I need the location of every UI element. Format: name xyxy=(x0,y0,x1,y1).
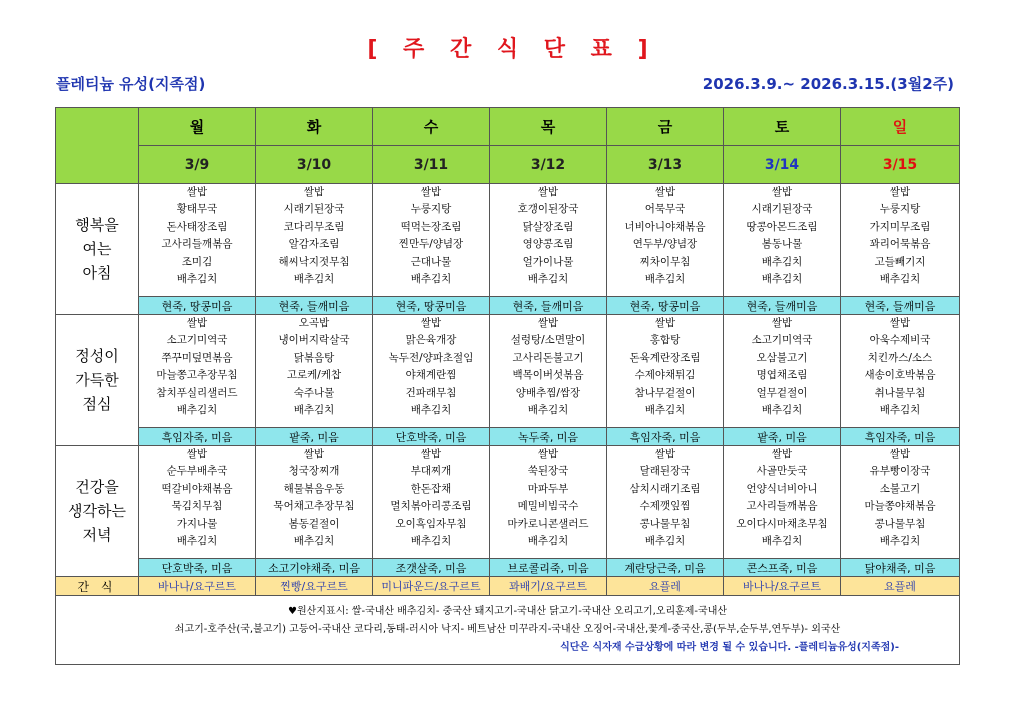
menu-item: 떡먹는장조림 xyxy=(400,220,462,233)
porridge-item: 현죽, 땅콩미음 xyxy=(607,297,724,315)
menu-item: 고사리들깨볶음 xyxy=(746,500,818,513)
day-menu-cell xyxy=(490,446,607,559)
menu-item: 고사리들깨볶음 xyxy=(161,238,233,251)
day-menu-cell xyxy=(841,315,960,428)
menu-item: 양배추찜/쌈장 xyxy=(515,386,581,399)
menu-item: 마늘쫑야채볶음 xyxy=(864,500,936,513)
day-header: 수 xyxy=(373,108,490,146)
menu-item: 냉이버지락살국 xyxy=(278,334,350,347)
menu-item: 유부빵이장국 xyxy=(869,465,931,478)
menu-item: 야채계란찜 xyxy=(405,369,457,382)
menu-item: 찐만두/양념장 xyxy=(398,238,464,251)
menu-item: 마파두부 xyxy=(527,482,569,495)
meal-label-line: 생각하는 xyxy=(68,502,126,520)
menu-item: 배추김치 xyxy=(176,273,218,286)
menu-item: 배추김치 xyxy=(293,404,335,417)
menu-item: 해씨낙지젓무침 xyxy=(278,255,350,268)
menu-item: 마늘쫑고추장무침 xyxy=(156,369,238,382)
menu-item: 쌀밥 xyxy=(537,317,559,329)
menu-item: 배추김치 xyxy=(410,273,452,286)
footer-notes xyxy=(56,596,960,665)
menu-item: 배추김치 xyxy=(879,535,921,548)
date-header: 3/9 xyxy=(139,146,256,184)
porridge-item: 팥죽, 미음 xyxy=(724,428,841,446)
porridge-item: 조갯살죽, 미음 xyxy=(373,559,490,577)
day-menu-cell xyxy=(139,446,256,559)
day-header: 화 xyxy=(256,108,373,146)
menu-item: 봄동나물 xyxy=(761,238,803,251)
menu-item: 한돈잡채 xyxy=(410,482,452,495)
menu-item: 오곡밥 xyxy=(298,317,330,329)
menu-item: 마카로니콘샐러드 xyxy=(507,517,589,530)
porridge-item: 현죽, 땅콩미음 xyxy=(139,297,256,315)
menu-item: 알감자조림 xyxy=(288,238,340,251)
menu-item: 언양식너비아니 xyxy=(746,482,818,495)
menu-item: 연두부/양념장 xyxy=(632,238,698,251)
menu-item: 녹두전/양파초절임 xyxy=(388,351,474,364)
menu-item: 호갱이된장국 xyxy=(517,203,579,216)
menu-item: 누룽지탕 xyxy=(879,203,921,216)
menu-item: 땅콩아몬드조림 xyxy=(746,220,818,233)
menu-item: 찌차이무침 xyxy=(639,255,691,268)
meal-label xyxy=(56,446,139,577)
day-menu-cell xyxy=(841,446,960,559)
menu-item: 해물볶음우동 xyxy=(283,482,345,495)
meal-label-line: 행복을 xyxy=(75,216,119,234)
porridge-item: 현죽, 들깨미음 xyxy=(724,297,841,315)
menu-item: 가지미무조림 xyxy=(869,220,931,233)
snack-item: 찐빵/요구르트 xyxy=(256,577,373,596)
snack-item: 미니파운드/요구르트 xyxy=(373,577,490,596)
menu-title: [ 주 간 식 단 표 ] xyxy=(367,37,657,62)
menu-item: 설렁탕/소면말이 xyxy=(510,334,586,347)
change-notice: 식단은 식자재 수급상황에 따라 변경 될 수 있습니다. -플레티늄유성(지족점)- xyxy=(560,642,899,653)
menu-item: 쌀밥 xyxy=(303,186,325,198)
day-menu-cell xyxy=(724,446,841,559)
menu-item: 배추김치 xyxy=(527,273,569,286)
menu-item: 너비아니야채볶음 xyxy=(624,220,706,233)
porridge-item: 계란당근죽, 미음 xyxy=(607,559,724,577)
snack-item: 요플레 xyxy=(841,577,960,596)
day-menu-cell xyxy=(490,315,607,428)
menu-item: 오삼불고기 xyxy=(756,351,808,364)
menu-item: 청국장찌개 xyxy=(288,465,340,478)
day-menu-cell xyxy=(256,184,373,297)
menu-item: 시래기된장국 xyxy=(751,203,813,216)
snack-item: 바나나/요구르트 xyxy=(724,577,841,596)
day-header: 금 xyxy=(607,108,724,146)
menu-item: 묵김치무침 xyxy=(171,500,223,513)
menu-item: 떡갈비야채볶음 xyxy=(161,482,233,495)
menu-item: 쌀밥 xyxy=(654,317,676,329)
menu-item: 쌀밥 xyxy=(420,448,442,460)
menu-item: 쌀밥 xyxy=(771,317,793,329)
menu-item: 황태무국 xyxy=(176,203,218,216)
meal-label-line: 저녁 xyxy=(82,526,112,544)
menu-item: 순두부배추국 xyxy=(166,465,228,478)
menu-item: 소고기미역국 xyxy=(751,334,813,347)
menu-item: 쑥된장국 xyxy=(527,465,569,478)
snack-item: 꽈배기/요구르트 xyxy=(490,577,607,596)
menu-item: 콩나물무침 xyxy=(639,517,691,530)
menu-item: 조미김 xyxy=(181,255,213,268)
day-menu-cell xyxy=(139,184,256,297)
meal-label-line: 건강을 xyxy=(75,478,119,496)
day-header: 토 xyxy=(724,108,841,146)
meal-label-line: 여는 xyxy=(82,240,112,258)
menu-item: 배추김치 xyxy=(644,404,686,417)
menu-item: 쌀밥 xyxy=(889,317,911,329)
porridge-item: 흑임자죽, 미음 xyxy=(139,428,256,446)
date-header: 3/14 xyxy=(724,146,841,184)
day-menu-cell xyxy=(841,184,960,297)
menu-item: 시래기된장국 xyxy=(283,203,345,216)
day-menu-cell xyxy=(373,315,490,428)
menu-item: 묵어채고추장무침 xyxy=(273,500,355,513)
menu-item: 삼치시래기조림 xyxy=(629,482,701,495)
menu-item: 새송이호박볶음 xyxy=(864,369,936,382)
menu-item: 쌀밥 xyxy=(771,186,793,198)
meal-label xyxy=(56,315,139,446)
day-menu-cell xyxy=(724,184,841,297)
menu-item: 고로케/케찹 xyxy=(286,369,342,382)
porridge-item: 소고기야채죽, 미음 xyxy=(256,559,373,577)
menu-item: 꽈리어묵볶음 xyxy=(869,238,931,251)
menu-item: 참나무겉절이 xyxy=(634,386,696,399)
menu-item: 쌀밥 xyxy=(654,448,676,460)
meal-label-line: 정성이 xyxy=(75,347,119,365)
day-menu-cell xyxy=(373,446,490,559)
origin-line-1: ♥원산지표시: 쌀-국내산 배추김치- 중국산 돼지고기-국내산 닭고기-국내산 오리고기,오리훈제-국내산 xyxy=(287,606,728,617)
menu-item: 배추김치 xyxy=(410,404,452,417)
menu-item: 취나물무침 xyxy=(874,386,926,399)
menu-item: 고사리돈불고기 xyxy=(512,351,584,364)
snack-label: 간 식 xyxy=(56,577,139,596)
menu-item: 쌀밥 xyxy=(537,186,559,198)
meal-label-line: 점심 xyxy=(82,395,112,413)
day-menu-cell xyxy=(490,184,607,297)
menu-item: 콩나물무침 xyxy=(874,517,926,530)
menu-item: 참치푸실리샐러드 xyxy=(156,386,238,399)
menu-item: 쌀밥 xyxy=(303,448,325,460)
porridge-item: 브로콜리죽, 미음 xyxy=(490,559,607,577)
menu-item: 쌀밥 xyxy=(186,317,208,329)
menu-item: 치킨까스/소스 xyxy=(867,351,933,364)
menu-item: 쌀밥 xyxy=(889,448,911,460)
menu-item: 오이다시마채초무침 xyxy=(736,517,828,530)
menu-item: 코다리무조림 xyxy=(283,220,345,233)
menu-item: 메밀비빔국수 xyxy=(517,500,579,513)
menu-item: 배추김치 xyxy=(176,535,218,548)
porridge-item: 단호박죽, 미음 xyxy=(373,428,490,446)
menu-item: 얼무겉절이 xyxy=(756,386,808,399)
menu-item: 배추김치 xyxy=(761,535,803,548)
menu-item: 돈사태장조림 xyxy=(166,220,228,233)
menu-item: 배추김치 xyxy=(410,535,452,548)
menu-item: 건파래무침 xyxy=(405,386,457,399)
menu-item: 멸치볶아리콩조림 xyxy=(390,500,472,513)
porridge-item: 단호박죽, 미음 xyxy=(139,559,256,577)
menu-item: 배추김치 xyxy=(527,535,569,548)
menu-item: 쌀밥 xyxy=(537,448,559,460)
date-header: 3/13 xyxy=(607,146,724,184)
day-menu-cell xyxy=(724,315,841,428)
menu-item: 근대나물 xyxy=(410,255,452,268)
day-header: 목 xyxy=(490,108,607,146)
menu-item: 아욱수제비국 xyxy=(869,334,931,347)
day-menu-cell xyxy=(607,184,724,297)
menu-item: 명엽채조림 xyxy=(756,369,808,382)
menu-item: 얼가이나물 xyxy=(522,255,574,268)
porridge-item: 콘스프죽, 미음 xyxy=(724,559,841,577)
meal-label-line: 가득한 xyxy=(75,371,119,389)
menu-item: 쌀밥 xyxy=(420,317,442,329)
branch-name: 플레티늄 유성(지족점) xyxy=(56,75,206,93)
day-header: 월 xyxy=(139,108,256,146)
porridge-item: 흑임자죽, 미음 xyxy=(841,428,960,446)
day-menu-cell xyxy=(607,315,724,428)
menu-item: 돈육계란장조림 xyxy=(629,351,701,364)
menu-item: 누룽지탕 xyxy=(410,203,452,216)
day-menu-cell xyxy=(256,446,373,559)
menu-item: 닭볶음탕 xyxy=(293,351,335,364)
weekly-menu-table xyxy=(55,107,960,665)
menu-item: 백목이버섯볶음 xyxy=(512,369,584,382)
day-menu-cell xyxy=(256,315,373,428)
menu-item: 배추김치 xyxy=(761,255,803,268)
porridge-item: 흑임자죽, 미음 xyxy=(607,428,724,446)
menu-item: 봄동겉절이 xyxy=(288,517,340,530)
menu-item: 소불고기 xyxy=(879,482,921,495)
menu-item: 소고기미역국 xyxy=(166,334,228,347)
porridge-item: 팥죽, 미음 xyxy=(256,428,373,446)
day-menu-cell xyxy=(607,446,724,559)
menu-item: 맑은육개장 xyxy=(405,334,457,347)
menu-item: 오이흑임자무침 xyxy=(395,517,467,530)
date-header: 3/10 xyxy=(256,146,373,184)
origin-line-2: 쇠고기-호주산(국,불고기) 고등어-국내산 코다리,동태-러시아 낙지- 베트남산 미꾸라지-국내산 오징어-국내산,꽃게-중국산,콩(두부,순두부,연두부)- 외국산 xyxy=(174,624,841,635)
menu-item: 배추김치 xyxy=(644,535,686,548)
menu-item: 배추김치 xyxy=(761,404,803,417)
porridge-item: 닭야채죽, 미음 xyxy=(841,559,960,577)
date-header: 3/11 xyxy=(373,146,490,184)
porridge-item: 현죽, 땅콩미음 xyxy=(373,297,490,315)
menu-item: 사골만둣국 xyxy=(756,465,808,478)
week-period: 2026.3.9.~ 2026.3.15.(3월2주) xyxy=(702,75,954,93)
porridge-item: 녹두죽, 미음 xyxy=(490,428,607,446)
menu-item: 쌀밥 xyxy=(654,186,676,198)
menu-item: 배추김치 xyxy=(527,404,569,417)
meal-label-line: 아침 xyxy=(82,264,112,282)
day-header: 일 xyxy=(841,108,960,146)
menu-item: 쌀밥 xyxy=(186,448,208,460)
menu-item: 배추김치 xyxy=(644,273,686,286)
menu-item: 쌀밥 xyxy=(889,186,911,198)
porridge-item: 현죽, 들깨미음 xyxy=(490,297,607,315)
menu-item: 배추김치 xyxy=(761,273,803,286)
snack-item: 바나나/요구르트 xyxy=(139,577,256,596)
menu-item: 어묵무국 xyxy=(644,203,686,216)
menu-item: 부대찌개 xyxy=(410,465,452,478)
day-menu-cell xyxy=(139,315,256,428)
menu-item: 닭살장조림 xyxy=(522,220,574,233)
menu-item: 숙주나물 xyxy=(293,386,335,399)
header-corner xyxy=(56,108,139,184)
menu-item: 배추김치 xyxy=(293,535,335,548)
menu-item: 홍합탕 xyxy=(649,334,681,347)
menu-item: 고들빼기지 xyxy=(874,255,926,268)
menu-item: 달래된장국 xyxy=(639,465,691,478)
porridge-item: 현죽, 들깨미음 xyxy=(841,297,960,315)
date-header: 3/12 xyxy=(490,146,607,184)
menu-item: 수제깻잎찜 xyxy=(639,500,691,513)
menu-item: 쭈꾸미덮면볶음 xyxy=(161,351,233,364)
menu-item: 수제야채튀김 xyxy=(634,369,696,382)
menu-item: 가지나물 xyxy=(176,517,218,530)
day-menu-cell xyxy=(373,184,490,297)
snack-item: 요플레 xyxy=(607,577,724,596)
meal-label xyxy=(56,184,139,315)
menu-item: 영양콩조림 xyxy=(522,238,574,251)
menu-item: 쌀밥 xyxy=(420,186,442,198)
menu-item: 배추김치 xyxy=(879,404,921,417)
menu-item: 배추김치 xyxy=(293,273,335,286)
porridge-item: 현죽, 들깨미음 xyxy=(256,297,373,315)
menu-item: 쌀밥 xyxy=(771,448,793,460)
date-header: 3/15 xyxy=(841,146,960,184)
menu-item: 배추김치 xyxy=(176,404,218,417)
menu-item: 쌀밥 xyxy=(186,186,208,198)
menu-item: 배추김치 xyxy=(879,273,921,286)
